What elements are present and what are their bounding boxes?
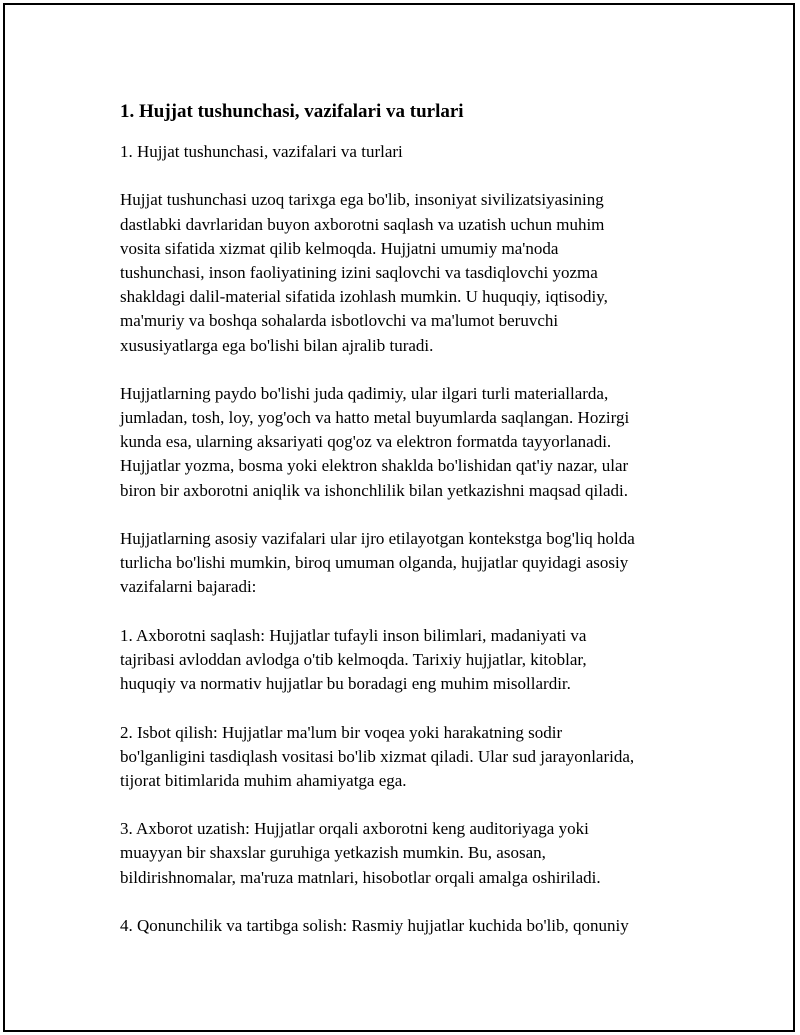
- document-body: [120, 95, 710, 938]
- list-item-4-paragraph: [120, 914, 710, 938]
- text-line: dastlabki davrlaridan buyon axborotni saqlash va uzatish uchun muhim: [120, 214, 605, 234]
- text-line: huquqiy va normativ hujjatlar bu boradagi eng muhim misollardir.: [120, 674, 571, 694]
- text-line: tushunchasi, inson faoliyatining izini saqlovchi va tasdiqlovchi yozma: [120, 262, 598, 282]
- text-line: Hujjatlarning paydo bo'lishi juda qadimiy, ular ilgari turli materiallarda,: [120, 383, 609, 403]
- functions-intro-paragraph: [120, 527, 710, 600]
- text-line: Hujjatlar yozma, bosma yoki elektron shaklda bo'lishidan qat'iy nazar, ular: [120, 456, 629, 476]
- text-line: tajribasi avloddan avlodga o'tib kelmoqda. Tarixiy hujjatlar, kitoblar,: [120, 649, 587, 669]
- text-line: 1. Hujjat tushunchasi, vazifalari va turlari: [120, 142, 403, 161]
- document-title: 1. Hujjat tushunchasi, vazifalari va turlari: [120, 101, 464, 122]
- text-line: vosita sifatida xizmat qilib kelmoqda. Hujjatni umumiy ma'noda: [120, 238, 559, 258]
- subtitle-paragraph: [120, 140, 710, 164]
- text-line: jumladan, tosh, loy, yog'och va hatto metal buyumlarda saqlangan. Hozirgi: [120, 408, 630, 428]
- text-line: biron bir axborotni aniqlik va ishonchlilik bilan yetkazishni maqsad qiladi.: [120, 480, 629, 500]
- text-line: tijorat bitimlarida muhim ahamiyatga ega.: [120, 770, 407, 790]
- text-line: bo'lganligini tasdiqlash vositasi bo'lib xizmat qiladi. Ular sud jarayonlarida,: [120, 746, 635, 766]
- text-line: Hujjatlarning asosiy vazifalari ular ijro etilayotgan kontekstga bog'liq holda: [120, 529, 635, 548]
- text-line: muayyan bir shaxslar guruhiga yetkazish mumkin. Bu, asosan,: [120, 843, 546, 863]
- text-line: 3. Axborot uzatish: Hujjatlar orqali axborotni keng auditoriyaga yoki: [120, 819, 589, 839]
- page-frame: [3, 3, 795, 1032]
- list-item-1-paragraph: [120, 624, 710, 697]
- text-line: 4. Qonunchilik va tartibga solish: Rasmiy hujjatlar kuchida bo'lib, qonuniy: [120, 916, 629, 935]
- text-line: vazifalarni bajaradi:: [120, 577, 257, 597]
- intro-paragraph: [120, 188, 710, 357]
- text-line: bildirishnomalar, ma'ruza matnlari, hisobotlar orqali amalga oshiriladi.: [120, 867, 601, 887]
- list-item-3-paragraph: [120, 817, 710, 890]
- text-line: shakldagi dalil-material sifatida izohlash mumkin. U huquqiy, iqtisodiy,: [120, 287, 608, 307]
- text-line: ma'muriy va boshqa sohalarda isbotlovchi va ma'lumot beruvchi: [120, 311, 559, 331]
- text-line: xususiyatlarga ega bo'lishi bilan ajralib turadi.: [120, 335, 434, 355]
- text-line: turlicha bo'lishi mumkin, biroq umuman olganda, hujjatlar quyidagi asosiy: [120, 553, 629, 573]
- text-line: kunda esa, ularning aksariyati qog'oz va elektron formatda tayyorlanadi.: [120, 432, 612, 452]
- list-item-2-paragraph: [120, 721, 710, 794]
- text-line: 2. Isbot qilish: Hujjatlar ma'lum bir voqea yoki harakatning sodir: [120, 722, 563, 742]
- text-line: Hujjat tushunchasi uzoq tarixga ega bo'lib, insoniyat sivilizatsiyasining: [120, 190, 604, 210]
- text-line: 1. Axborotni saqlash: Hujjatlar tufayli inson bilimlari, madaniyati va: [120, 625, 587, 645]
- history-paragraph: [120, 382, 710, 503]
